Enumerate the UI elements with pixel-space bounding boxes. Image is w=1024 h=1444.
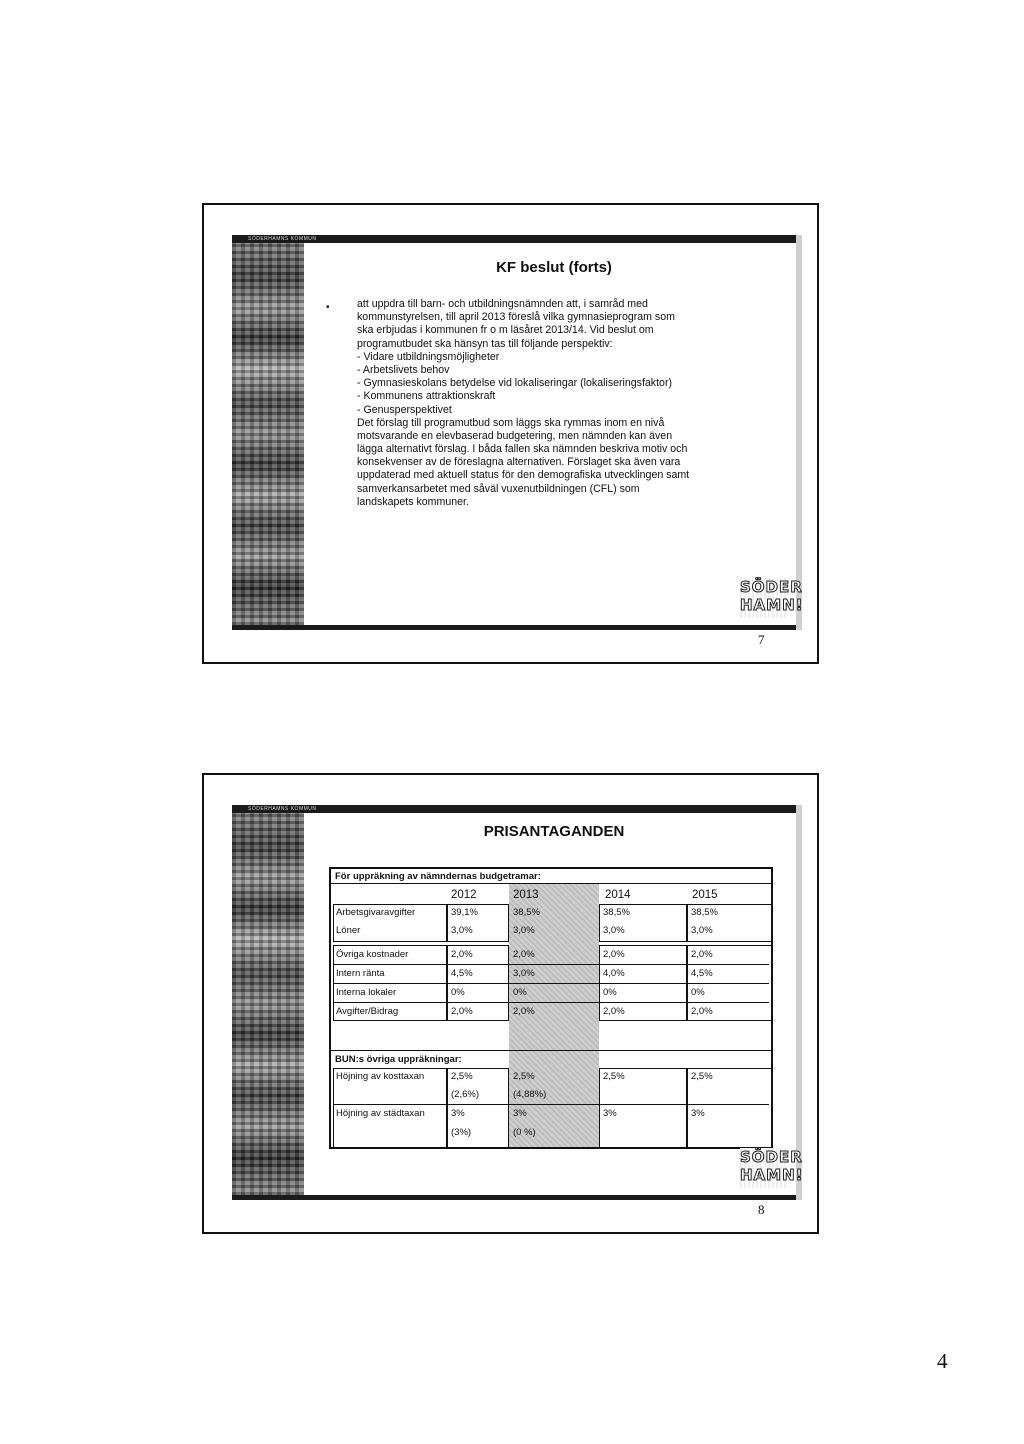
row-label: Löner	[336, 925, 361, 936]
value-cell: 3,0%	[513, 925, 535, 936]
value-cell: 2,0%	[603, 949, 625, 960]
photo-collage-strip	[232, 243, 304, 625]
text-line: - Genusperspektivet	[357, 403, 452, 416]
value-cell: 2,5%	[513, 1071, 535, 1082]
logo-line: HAMN!	[740, 596, 804, 614]
value-cell: 2,0%	[691, 949, 713, 960]
divider	[333, 1002, 769, 1003]
row-label: Interna lokaler	[336, 987, 397, 998]
value-cell: 3%	[603, 1108, 617, 1119]
text-line: - Vidare utbildningsmöjligheter	[357, 350, 500, 363]
soderhamn-logo	[740, 578, 804, 618]
value-cell: 2,5%	[691, 1071, 713, 1082]
slide-title: KF beslut (forts)	[496, 259, 612, 276]
value-cell: 0%	[691, 987, 705, 998]
slide-header-bar	[232, 805, 796, 813]
value-cell: 3,0%	[451, 925, 473, 936]
value-cell: 2,0%	[451, 1006, 473, 1017]
text-line: - Arbetslivets behov	[357, 363, 450, 376]
year-header: 2015	[692, 889, 718, 901]
sub-value-cell: (4,88%)	[513, 1089, 547, 1100]
bun-header: BUN:s övriga uppräkningar:	[335, 1054, 462, 1065]
value-cell: 39,1%	[451, 907, 478, 918]
value-cell: 3,0%	[513, 968, 535, 979]
text-line: - Gymnasieskolans betydelse vid lokaliseringar (lokaliseringsfaktor)	[357, 377, 672, 390]
slide-footer-bar	[232, 625, 796, 630]
divider	[331, 883, 771, 884]
text-line: konsekvenser av de föreslagna alternativen. Förslaget ska även vara	[357, 456, 681, 469]
logo-line: SÖDER	[740, 578, 803, 596]
sub-value-cell: (2,6%)	[451, 1089, 479, 1100]
value-cell: 38,5%	[513, 907, 540, 918]
text-line: landskapets kommuner.	[357, 495, 469, 508]
value-cell: 0%	[451, 987, 465, 998]
row-label: Arbetsgivaravgifter	[336, 907, 416, 918]
header-org-name: SÖDERHAMNS KOMMUN	[248, 806, 317, 812]
sub-value-cell: (0 %)	[513, 1127, 536, 1138]
value-cell: 38,5%	[691, 907, 718, 918]
row-label: Höjning av städtaxan	[336, 1108, 425, 1119]
header-org-name: SÖDERHAMNS KOMMUN	[248, 236, 317, 242]
row-label: Övriga kostnader	[336, 949, 409, 960]
value-cell: 3,0%	[691, 925, 713, 936]
value-cell: 2,0%	[691, 1006, 713, 1017]
value-cell: 0%	[513, 987, 527, 998]
text-line: lägga alternativt förslag. I båda fallen ska nämnden beskriva motiv och	[357, 443, 688, 456]
value-cell: 0%	[603, 987, 617, 998]
row-label: Avgifter/Bidrag	[336, 1006, 399, 1017]
soderhamn-logo	[740, 1148, 804, 1188]
logo-line: HAMN!	[740, 1166, 804, 1184]
bullet-point: •	[326, 302, 330, 313]
value-cell: 2,0%	[513, 949, 535, 960]
divider	[333, 1104, 769, 1105]
slide-8-frame	[202, 773, 819, 1234]
page-number: 4	[937, 1349, 948, 1373]
text-line: att uppdra till barn- och utbildningsnämnden att, i samråd med	[357, 298, 648, 310]
text-line: programutbudet ska hänsyn tas till följande perspektiv:	[357, 337, 613, 350]
value-cell: 4,0%	[603, 968, 625, 979]
row-label: Höjning av kosttaxan	[336, 1071, 425, 1082]
value-cell: 3%	[513, 1108, 527, 1119]
value-cell: 4,5%	[451, 968, 473, 979]
value-cell: 2,0%	[513, 1006, 535, 1017]
year-header: 2012	[451, 889, 477, 901]
slide-header-bar	[232, 235, 796, 243]
value-cell: 2,5%	[451, 1071, 473, 1082]
slide-7-frame	[202, 203, 819, 664]
price-assumptions-table	[329, 867, 773, 1149]
value-cell: 3,0%	[603, 925, 625, 936]
year-header: 2013	[513, 889, 539, 901]
divider	[333, 964, 769, 965]
table-header: För uppräkning av nämndernas budgetramar:	[335, 871, 541, 882]
value-cell: 2,5%	[603, 1071, 625, 1082]
value-cell: 3%	[451, 1108, 465, 1119]
divider	[331, 1050, 771, 1051]
text-line: uppdaterad med aktuell status för den demografiska utvecklingen samt	[357, 469, 690, 482]
decision-text	[357, 298, 737, 509]
divider	[333, 983, 769, 984]
photo-collage-strip	[232, 813, 304, 1195]
text-line: ska erbjudas i kommunen fr o m läsåret 2013/14. Vid beslut om	[357, 324, 654, 337]
text-line: motsvarande en elevbaserad budgetering, men nämnden kan även	[357, 429, 673, 442]
slide-number: 8	[758, 1202, 765, 1217]
text-line: kommunstyrelsen, till april 2013 föreslå vilka gymnasieprogram som	[357, 311, 675, 324]
text-line: - Kommunens attraktionskraft	[357, 390, 496, 403]
year-header: 2014	[605, 889, 631, 901]
value-cell: 2,0%	[451, 949, 473, 960]
slide-7	[232, 235, 802, 630]
slide-number: 7	[758, 632, 765, 647]
sub-value-cell: (3%)	[451, 1127, 472, 1138]
slide-8	[232, 805, 802, 1200]
value-cell: 3%	[691, 1108, 705, 1119]
value-cell: 4,5%	[691, 968, 713, 979]
value-cell: 38,5%	[603, 907, 630, 918]
row-label: Intern ränta	[336, 968, 385, 979]
text-line: Det förslag till programutbud som läggs ska rymmas inom en nivå	[357, 416, 665, 429]
text-line: samverkansarbetet med såväl vuxenutbildningen (CFL) som	[357, 482, 640, 495]
slide-title: PRISANTAGANDEN	[483, 823, 625, 840]
slide-footer-bar	[232, 1195, 796, 1200]
logo-line: SÖDER	[740, 1148, 803, 1166]
value-cell: 2,0%	[603, 1006, 625, 1017]
